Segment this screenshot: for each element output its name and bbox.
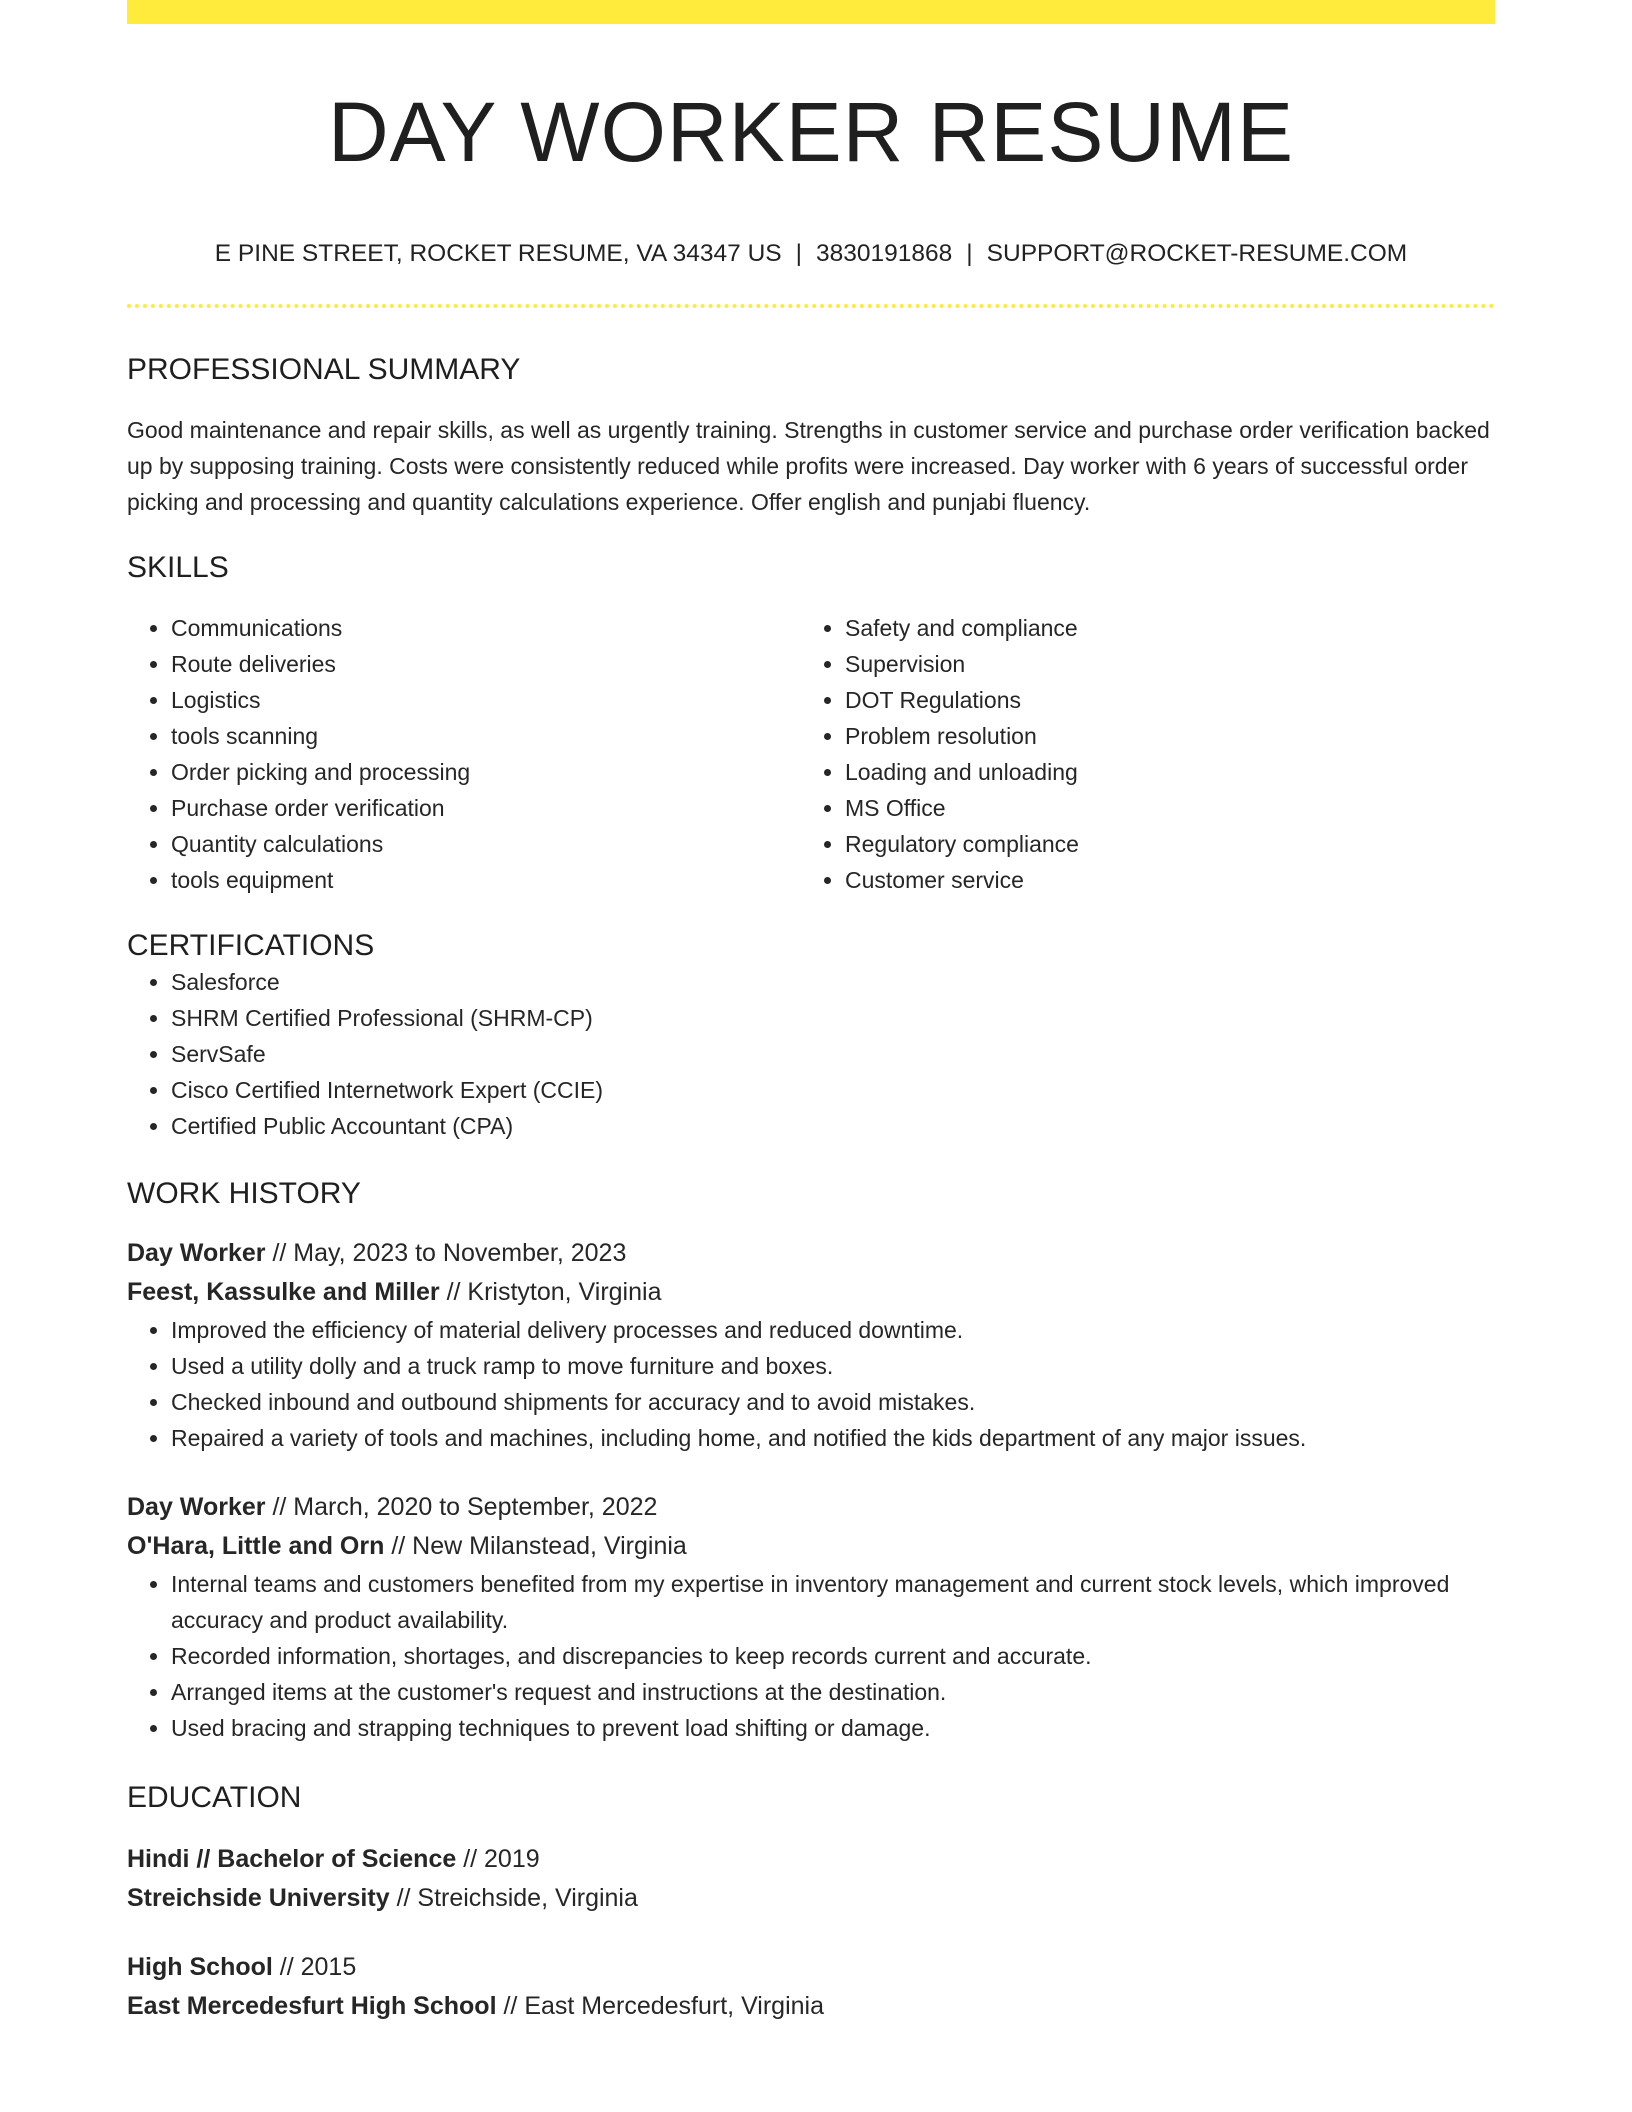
job-company: Feest, Kassulke and Miller: [127, 1278, 440, 1306]
education-school: East Mercedesfurt High School: [127, 1992, 497, 2020]
section-title-skills: SKILLS: [127, 551, 229, 584]
section-title-certifications: CERTIFICATIONS: [127, 929, 375, 962]
skill-item: • tools scanning: [171, 718, 801, 754]
job-company-line: [127, 1273, 1495, 1312]
contact-line: [127, 238, 1495, 270]
skill-item: • tools equipment: [171, 862, 801, 898]
resume-title: DAY WORKER RESUME: [327, 85, 1295, 179]
certification-item: • SHRM Certified Professional (SHRM-CP): [171, 1000, 1495, 1036]
skills-column-left: [127, 610, 801, 898]
education-school: Streichside University: [127, 1884, 390, 1912]
skill-item: • Supervision: [845, 646, 1475, 682]
accent-bar: [127, 0, 1495, 24]
skill-item: • Purchase order verification: [171, 790, 801, 826]
job-duties-list: [127, 1312, 1495, 1456]
job-duties-list: [127, 1566, 1495, 1746]
skills-column-right: [801, 610, 1475, 898]
job-company: O'Hara, Little and Orn: [127, 1532, 385, 1560]
education-entry: [127, 1840, 1495, 1918]
education-degree-line: [127, 1948, 1495, 1987]
skill-item: • DOT Regulations: [845, 682, 1475, 718]
resume-page: [127, 0, 1495, 2026]
education-year: // 2019: [456, 1845, 540, 1873]
job-role-line: [127, 1488, 1495, 1527]
job-company-line: [127, 1527, 1495, 1566]
contact-phone: 3830191868: [816, 240, 953, 267]
education-degree-line: [127, 1840, 1495, 1879]
skill-item: • Safety and compliance: [845, 610, 1475, 646]
skill-item: • Order picking and processing: [171, 754, 801, 790]
skill-item: • Regulatory compliance: [845, 826, 1475, 862]
certification-item: • Certified Public Accountant (CPA): [171, 1108, 1495, 1144]
job-entry: [127, 1488, 1495, 1746]
skill-item: • Problem resolution: [845, 718, 1475, 754]
certification-item: • Salesforce: [171, 964, 1495, 1000]
certifications-list: [127, 964, 1495, 1144]
contact-address: E PINE STREET, ROCKET RESUME, VA 34347 US: [214, 240, 782, 267]
skill-item: • Logistics: [171, 682, 801, 718]
section-title-summary: PROFESSIONAL SUMMARY: [127, 353, 521, 386]
skill-item: • Communications: [171, 610, 801, 646]
skill-item: • Loading and unloading: [845, 754, 1475, 790]
job-entry: [127, 1234, 1495, 1456]
job-duty-item: • Repaired a variety of tools and machines, including home, and notified the kids department of any major issues.: [171, 1420, 1495, 1456]
education-degree: Hindi // Bachelor of Science: [127, 1845, 457, 1873]
job-duty-item: • Used bracing and strapping techniques to prevent load shifting or damage.: [171, 1710, 1495, 1746]
certification-item: • ServSafe: [171, 1036, 1495, 1072]
section-title-education: EDUCATION: [127, 1781, 302, 1814]
contact-separator: |: [966, 240, 973, 267]
contact-email: SUPPORT@ROCKET-RESUME.COM: [986, 240, 1408, 267]
job-duty-item: • Recorded information, shortages, and discrepancies to keep records current and accurate.: [171, 1638, 1495, 1674]
job-role-line: [127, 1234, 1495, 1273]
job-duty-item: • Improved the efficiency of material delivery processes and reduced downtime.: [171, 1312, 1495, 1348]
skill-item: • Route deliveries: [171, 646, 801, 682]
certification-item: • Cisco Certified Internetwork Expert (CCIE): [171, 1072, 1495, 1108]
education-year: // 2015: [272, 1953, 357, 1981]
job-duty-item: • Internal teams and customers benefited from my expertise in inventory management and current stock levels, which improved accuracy and product availability.: [171, 1566, 1495, 1638]
education-school-line: [127, 1879, 1495, 1918]
dotted-divider: [127, 304, 1495, 308]
skill-item: • Quantity calculations: [171, 826, 801, 862]
education-location: // East Mercedesfurt, Virginia: [496, 1992, 824, 2020]
education-entry: [127, 1948, 1495, 2026]
job-duty-item: • Used a utility dolly and a truck ramp to move furniture and boxes.: [171, 1348, 1495, 1384]
job-duty-item: • Arranged items at the customer's request and instructions at the destination.: [171, 1674, 1495, 1710]
education-location: // Streichside, Virginia: [389, 1884, 638, 1912]
skill-item: • Customer service: [845, 862, 1475, 898]
job-dates: // May, 2023 to November, 2023: [265, 1239, 627, 1267]
section-title-work-history: WORK HISTORY: [127, 1177, 361, 1210]
job-role: Day Worker: [127, 1239, 266, 1267]
job-dates: // March, 2020 to September, 2022: [265, 1493, 658, 1521]
skill-item: • MS Office: [845, 790, 1475, 826]
job-location: // Kristyton, Virginia: [439, 1278, 662, 1306]
skills-grid: [127, 610, 1495, 898]
education-degree: High School: [127, 1953, 273, 1981]
summary-text: Good maintenance and repair skills, as well as urgently training. Strengths in customer service and purchase order verification backed up by supposing training. Costs were consistently reduced while profits were increased. Day worker with 6 years of successful order picking and processing and quantity calculations experience. Offer english and punjabi fluency.: [127, 417, 1490, 515]
job-role: Day Worker: [127, 1493, 266, 1521]
job-location: // New Milanstead, Virginia: [384, 1532, 687, 1560]
education-school-line: [127, 1987, 1495, 2026]
contact-separator: |: [795, 240, 803, 267]
job-duty-item: • Checked inbound and outbound shipments for accuracy and to avoid mistakes.: [171, 1384, 1495, 1420]
